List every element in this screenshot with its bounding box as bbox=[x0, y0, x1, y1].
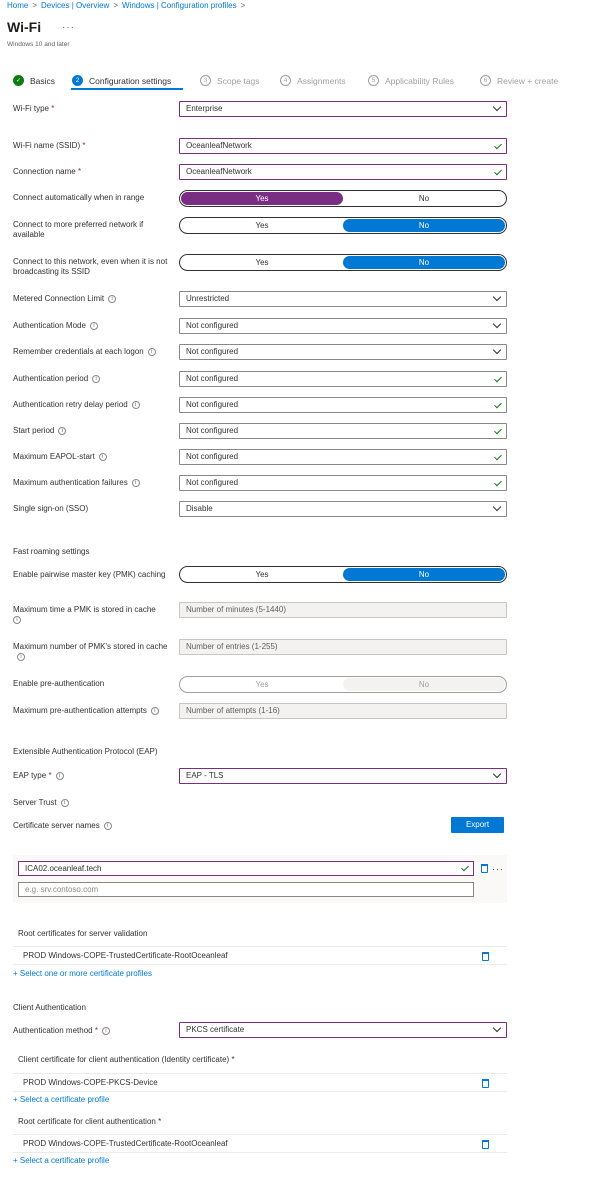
active-step-indicator bbox=[71, 88, 183, 90]
export-button[interactable]: Export bbox=[451, 817, 504, 833]
step-number-icon: 6 bbox=[480, 75, 491, 86]
certificate-name: PROD Windows-COPE-TrustedCertificate-RootOceanleaf bbox=[23, 951, 228, 960]
step-basics[interactable] bbox=[13, 75, 55, 86]
delete-icon[interactable] bbox=[482, 952, 489, 961]
info-icon[interactable]: i bbox=[104, 822, 112, 830]
step-label: Scope tags bbox=[217, 75, 260, 86]
label-text: EAP type bbox=[13, 771, 47, 780]
auth-retry-label bbox=[13, 400, 175, 410]
step-label: Assignments bbox=[297, 75, 346, 86]
sso-dropdown[interactable] bbox=[179, 501, 507, 517]
dropdown-value: Not configured bbox=[186, 347, 239, 356]
input-value: Not configured bbox=[186, 400, 239, 409]
max-eapol-input[interactable] bbox=[179, 449, 507, 465]
wifi-type-label bbox=[13, 104, 175, 114]
step-label: Review + create bbox=[497, 75, 559, 86]
dropdown-value: Unrestricted bbox=[186, 294, 230, 303]
breadcrumb-windows-config-profiles[interactable]: Windows | Configuration profiles bbox=[122, 1, 237, 10]
info-icon[interactable]: i bbox=[151, 707, 159, 715]
toggle-no-option[interactable]: No bbox=[343, 568, 505, 581]
label-text: Authentication method bbox=[13, 1026, 93, 1035]
dropdown-value: Enterprise bbox=[186, 104, 223, 113]
label-text: Wi-Fi type bbox=[13, 104, 49, 113]
client-auth-heading: Client Authentication bbox=[13, 1003, 86, 1012]
step-label: Applicability Rules bbox=[385, 75, 454, 86]
required-marker: * bbox=[231, 1055, 235, 1064]
certificate-name: PROD Windows-COPE-TrustedCertificate-RootOceanleaf bbox=[23, 1139, 228, 1148]
eap-heading: Extensible Authentication Protocol (EAP) bbox=[13, 747, 158, 756]
toggle-no-option[interactable]: No bbox=[343, 256, 505, 269]
fast-roaming-heading: Fast roaming settings bbox=[13, 547, 90, 556]
pmk-caching-toggle[interactable] bbox=[179, 566, 507, 583]
info-icon[interactable]: i bbox=[108, 295, 116, 303]
chevron-down-icon bbox=[493, 503, 501, 511]
label-text: Maximum authentication failures bbox=[13, 478, 128, 487]
server-name-input[interactable] bbox=[18, 861, 474, 876]
info-icon[interactable]: i bbox=[132, 479, 140, 487]
label-text: Maximum number of PMK's stored in cache bbox=[13, 642, 168, 651]
info-icon[interactable]: i bbox=[13, 616, 21, 624]
info-icon[interactable]: i bbox=[132, 401, 140, 409]
label-text: Remember credentials at each logon bbox=[13, 347, 144, 356]
max-auth-fail-label bbox=[13, 478, 175, 488]
pmk-time-input[interactable] bbox=[179, 602, 507, 618]
input-value: Not configured bbox=[186, 374, 239, 383]
auth-mode-label bbox=[13, 321, 175, 331]
step-number-icon: 5 bbox=[368, 75, 379, 86]
label-text: Start period bbox=[13, 426, 55, 435]
auth-period-input[interactable] bbox=[179, 371, 507, 387]
auth-method-dropdown[interactable] bbox=[179, 1022, 507, 1038]
toggle-yes-option[interactable]: Yes bbox=[255, 570, 269, 579]
server-trust-label bbox=[13, 798, 175, 808]
dropdown-value: Not configured bbox=[186, 321, 239, 330]
chevron-down-icon bbox=[493, 293, 501, 301]
input-value: ICA02.oceanleaf.tech bbox=[25, 864, 102, 873]
input-value: Not configured bbox=[186, 478, 239, 487]
checkmark-icon bbox=[494, 168, 502, 176]
list-item bbox=[13, 1134, 507, 1153]
ssid-input[interactable] bbox=[179, 138, 507, 154]
breadcrumb-home[interactable]: Home bbox=[7, 1, 29, 10]
pmk-count-input[interactable] bbox=[179, 639, 507, 655]
info-icon[interactable]: i bbox=[56, 772, 64, 780]
list-item bbox=[13, 1073, 507, 1092]
page-title: Wi-Fi bbox=[7, 19, 42, 35]
label-text: Authentication period bbox=[13, 374, 89, 383]
eap-type-dropdown[interactable] bbox=[179, 768, 507, 784]
certificate-name: PROD Windows-COPE-PKCS-Device bbox=[23, 1078, 158, 1087]
checkmark-icon bbox=[494, 375, 502, 383]
more-options-icon[interactable]: ··· bbox=[62, 22, 75, 33]
info-icon[interactable]: i bbox=[17, 653, 25, 661]
remember-creds-label bbox=[13, 347, 175, 357]
toggle-yes-option[interactable]: Yes bbox=[255, 221, 269, 230]
chevron-down-icon bbox=[493, 346, 501, 354]
input-value: OceanleafNetwork bbox=[186, 141, 252, 150]
checkmark-icon bbox=[494, 401, 502, 409]
toggle-yes-option[interactable]: Yes bbox=[255, 680, 269, 689]
pre-auth-attempts-label bbox=[13, 706, 175, 716]
label-text: Connection name bbox=[13, 167, 76, 176]
page-subtitle: Windows 10 and later bbox=[7, 41, 70, 48]
chevron-down-icon bbox=[493, 320, 501, 328]
label-text: Certificate server names bbox=[13, 821, 100, 830]
preferred-network-label: Connect to more preferred network if available bbox=[13, 220, 144, 239]
label-text: Authentication Mode bbox=[13, 321, 86, 330]
max-eapol-label bbox=[13, 452, 175, 462]
checkmark-icon bbox=[494, 453, 502, 461]
step-number-icon: 3 bbox=[200, 75, 211, 86]
checkmark-icon bbox=[494, 479, 502, 487]
label-text: Maximum time a PMK is stored in cache bbox=[13, 605, 156, 614]
select-certificate-profiles-link[interactable]: + Select one or more certificate profiles bbox=[13, 969, 152, 978]
chevron-down-icon bbox=[493, 770, 501, 778]
checkmark-icon bbox=[494, 427, 502, 435]
toggle-no-option[interactable]: No bbox=[343, 219, 505, 232]
toggle-yes-option[interactable]: Yes bbox=[255, 258, 269, 267]
required-marker: * bbox=[158, 1117, 162, 1126]
label-text: Metered Connection Limit bbox=[13, 294, 105, 303]
breadcrumb-devices-overview[interactable]: Devices | Overview bbox=[41, 1, 110, 10]
checkmark-icon bbox=[494, 142, 502, 150]
pre-auth-attempts-input[interactable] bbox=[179, 703, 507, 719]
heading-text: Client certificate for client authentication (Identity certificate) bbox=[18, 1055, 230, 1064]
required-marker: * bbox=[82, 141, 86, 150]
required-marker: * bbox=[51, 104, 55, 113]
eap-type-label bbox=[13, 771, 175, 781]
step-configuration-settings[interactable] bbox=[72, 75, 171, 86]
root-cert-client-heading bbox=[18, 1117, 161, 1126]
toggle-no-option[interactable]: No bbox=[418, 194, 430, 203]
auth-period-label bbox=[13, 374, 175, 384]
breadcrumb-separator: > bbox=[240, 1, 246, 10]
label-text: Authentication retry delay period bbox=[13, 400, 128, 409]
info-icon[interactable]: i bbox=[90, 322, 98, 330]
delete-icon[interactable] bbox=[481, 864, 488, 873]
step-label: Configuration settings bbox=[89, 75, 172, 86]
auto-connect-toggle[interactable] bbox=[179, 190, 507, 207]
breadcrumb-separator: > bbox=[32, 1, 38, 10]
checkmark-icon bbox=[461, 864, 469, 872]
pmk-time-label bbox=[13, 605, 175, 625]
breadcrumb-separator: > bbox=[113, 1, 119, 10]
input-placeholder: Number of minutes (5-1440) bbox=[186, 605, 287, 614]
preferred-network-toggle[interactable] bbox=[179, 217, 507, 234]
step-number-icon: 2 bbox=[72, 75, 83, 86]
metered-label bbox=[13, 294, 175, 304]
select-root-certificate-link[interactable]: + Select a certificate profile bbox=[13, 1156, 110, 1165]
input-value: Not configured bbox=[186, 452, 239, 461]
root-certs-heading: Root certificates for server validation bbox=[18, 929, 148, 938]
server-name-new-input[interactable] bbox=[18, 882, 474, 897]
info-icon[interactable]: i bbox=[92, 375, 100, 383]
label-text: Server Trust bbox=[13, 798, 57, 807]
info-icon[interactable]: i bbox=[102, 1027, 110, 1035]
ssid-label bbox=[13, 141, 175, 151]
input-placeholder: e.g. srv.contoso.com bbox=[25, 885, 99, 894]
connection-name-label bbox=[13, 167, 175, 177]
label-text: Maximum EAPOL-start bbox=[13, 452, 95, 461]
hidden-network-label: Connect to this network, even when it is not broadcasting its SSID bbox=[13, 257, 168, 276]
pre-auth-toggle[interactable] bbox=[179, 676, 507, 693]
label-text: Wi-Fi name (SSID) bbox=[13, 141, 81, 150]
start-period-label bbox=[13, 426, 175, 436]
label-text: Maximum pre-authentication attempts bbox=[13, 706, 147, 715]
step-number-icon: 4 bbox=[280, 75, 291, 86]
cert-server-names-label bbox=[13, 821, 175, 831]
hidden-network-toggle[interactable] bbox=[179, 254, 507, 271]
step-scope-tags[interactable] bbox=[200, 75, 260, 86]
dropdown-value: EAP - TLS bbox=[186, 771, 224, 780]
identity-cert-heading bbox=[18, 1055, 235, 1064]
step-assignments[interactable] bbox=[280, 75, 346, 86]
more-options-icon[interactable]: ··· bbox=[492, 864, 504, 874]
delete-icon[interactable] bbox=[482, 1140, 489, 1149]
required-marker: * bbox=[94, 1026, 98, 1035]
dropdown-value: Disable bbox=[186, 504, 213, 513]
pmk-caching-label: Enable pairwise master key (PMK) caching bbox=[13, 570, 166, 579]
required-marker: * bbox=[77, 167, 82, 176]
input-placeholder: Number of attempts (1-16) bbox=[186, 706, 280, 715]
chevron-down-icon bbox=[493, 103, 501, 111]
breadcrumb bbox=[7, 1, 249, 10]
toggle-yes-option[interactable]: Yes bbox=[181, 192, 343, 205]
checkmark-icon: ✓ bbox=[13, 75, 24, 86]
toggle-no-option[interactable]: No bbox=[343, 678, 505, 691]
chevron-down-icon bbox=[493, 1024, 501, 1032]
auto-connect-label: Connect automatically when in range bbox=[13, 193, 145, 202]
info-icon[interactable]: i bbox=[99, 453, 107, 461]
wifi-type-dropdown[interactable] bbox=[179, 101, 507, 117]
input-placeholder: Number of entries (1-255) bbox=[186, 642, 278, 651]
step-label: Basics bbox=[30, 75, 56, 86]
pre-auth-label: Enable pre-authentication bbox=[13, 679, 105, 688]
max-auth-fail-input[interactable] bbox=[179, 475, 507, 491]
auth-mode-dropdown[interactable] bbox=[179, 318, 507, 334]
info-icon[interactable]: i bbox=[58, 427, 66, 435]
metered-dropdown[interactable] bbox=[179, 291, 507, 307]
info-icon[interactable]: i bbox=[148, 348, 156, 356]
select-identity-certificate-link[interactable]: + Select a certificate profile bbox=[13, 1095, 110, 1104]
heading-text: Root certificate for client authentication bbox=[18, 1117, 156, 1126]
sso-label bbox=[13, 504, 175, 514]
step-applicability-rules[interactable] bbox=[368, 75, 454, 86]
label-text: Single sign-on (SSO) bbox=[13, 504, 89, 513]
required-marker: * bbox=[48, 771, 52, 780]
pmk-count-label bbox=[13, 642, 175, 662]
info-icon[interactable]: i bbox=[61, 799, 69, 807]
input-value: OceanleafNetwork bbox=[186, 167, 252, 176]
step-review-create[interactable] bbox=[480, 75, 558, 86]
auth-method-label bbox=[13, 1026, 175, 1036]
dropdown-value: PKCS certificate bbox=[186, 1025, 245, 1034]
list-item bbox=[13, 946, 507, 965]
start-period-input[interactable] bbox=[179, 423, 507, 439]
input-value: Not configured bbox=[186, 426, 239, 435]
auth-retry-input[interactable] bbox=[179, 397, 507, 413]
connection-name-input[interactable] bbox=[179, 164, 507, 180]
delete-icon[interactable] bbox=[482, 1079, 489, 1088]
remember-creds-dropdown[interactable] bbox=[179, 344, 507, 360]
